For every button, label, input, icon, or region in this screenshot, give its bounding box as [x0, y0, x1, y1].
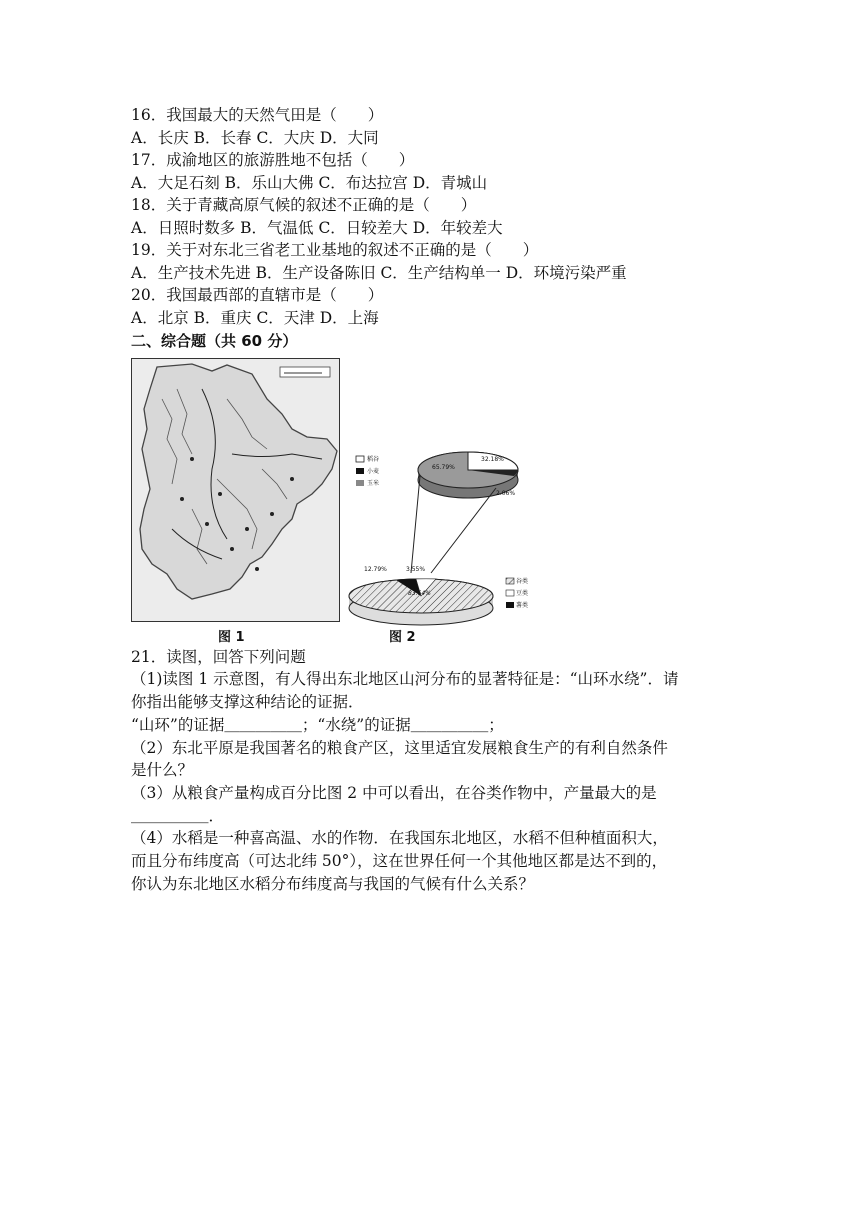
question-19: 19．关于对东北三省老工业基地的叙述不正确的是（ ）	[131, 241, 539, 259]
question-18-options: A．日照时数多 B．气温低 C．日较差大 D．年较差大	[131, 219, 503, 237]
top-legend-1: 稻谷	[367, 456, 380, 463]
question-16-options: A．长庆 B．长春 C．大庆 D．大同	[131, 129, 379, 147]
top-label-2: 32.18%	[481, 456, 504, 463]
question-18: 18．关于青藏高原气候的叙述不正确的是（ ）	[131, 196, 477, 214]
bottom-label-3: 83.64%	[408, 590, 431, 597]
question-16: 16．我国最大的天然气田是（ ）	[131, 106, 384, 124]
q21-part1-line2: 你指出能够支撑这种结论的证据．	[131, 693, 364, 711]
figures	[131, 358, 531, 648]
top-label-3: 2.06%	[496, 490, 516, 497]
figure2-caption: 图 2	[389, 630, 416, 645]
bottom-label-1: 12.79%	[364, 566, 387, 573]
top-label-1: 65.79%	[432, 464, 455, 471]
figure1-caption: 图 1	[218, 630, 245, 645]
figure1-map	[131, 358, 340, 622]
q21-part2-line2: 是什么？	[131, 761, 194, 779]
q21-part3-line1: （3）从粮食产量构成百分比图 2 中可以看出，在谷类作物中，产量最大的是	[131, 784, 657, 802]
bottom-legend-2: 豆类	[516, 590, 529, 597]
q21-part4-line3: 你认为东北地区水稻分布纬度高与我国的气候有什么关系？	[131, 875, 535, 893]
top-legend-3: 玉米	[367, 480, 380, 487]
top-legend-2: 小麦	[367, 468, 380, 475]
bottom-legend-3: 薯类	[516, 602, 529, 609]
figure2-pies	[346, 428, 531, 628]
section-heading: 二、综合题（共 60 分）	[131, 332, 298, 350]
question-17-options: A．大足石刻 B．乐山大佛 C．布达拉宫 D．青城山	[131, 174, 488, 192]
question-20: 20．我国最西部的直辖市是（ ）	[131, 286, 384, 304]
bottom-legend-1: 谷类	[516, 578, 529, 585]
q21-part1-line1: （1)读图 1 示意图，有人得出东北地区山河分布的显著特征是：“山环水绕”．请	[131, 670, 679, 688]
bottom-label-2: 3.55%	[406, 566, 426, 573]
question-19-options: A．生产技术先进 B．生产设备陈旧 C．生产结构单一 D．环境污染严重	[131, 264, 627, 282]
question-20-options: A．北京 B．重庆 C．天津 D．上海	[131, 309, 379, 327]
q21-part1-line3: “山环”的证据＿＿＿＿＿；“水绕”的证据＿＿＿＿＿；	[131, 716, 504, 734]
q21-part3-line2: ＿＿＿＿＿．	[131, 807, 225, 825]
question-21-title: 21．读图，回答下列问题	[131, 648, 306, 666]
question-17: 17．成渝地区的旅游胜地不包括（ ）	[131, 151, 415, 169]
q21-part4-line1: （4）水稻是一种喜高温、水的作物．在我国东北地区，水稻不但种植面积大，	[131, 829, 668, 847]
q21-part2-line1: （2）东北平原是我国著名的粮食产区，这里适宜发展粮食生产的有利自然条件	[131, 739, 668, 757]
q21-part4-line2: 而且分布纬度高（可达北纬 50°），这在世界任何一个其他地区都是达不到的，	[131, 852, 668, 870]
